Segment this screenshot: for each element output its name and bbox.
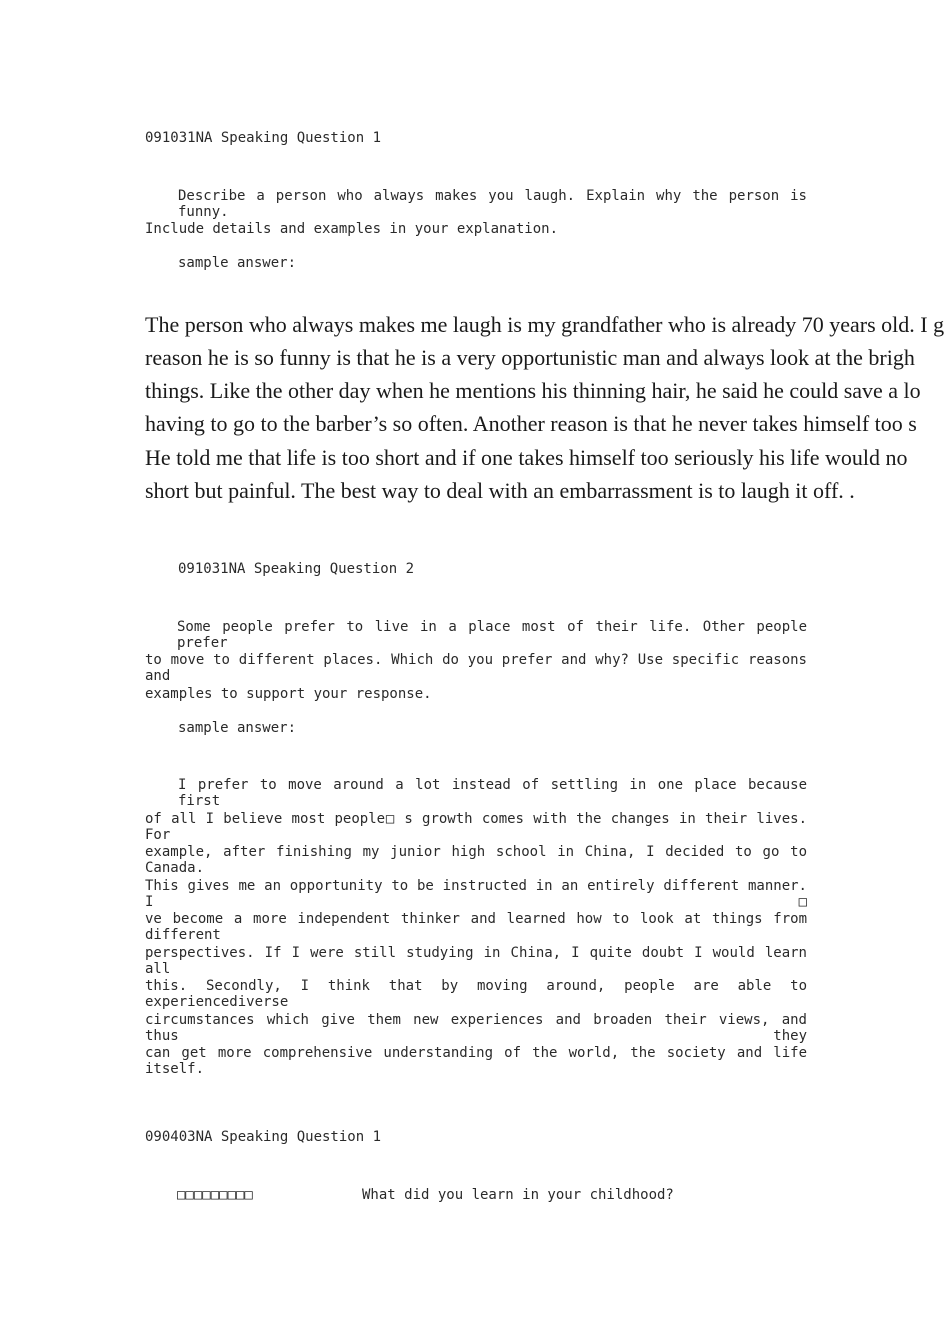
q1-answer-line: He told me that life is too short and if one takes himself too seriously his life would no [145,445,908,470]
q2-prompt-line-1: Some people prefer to live in a place most of their life. Other people prefer [177,619,807,651]
q1-answer-line: The person who always makes me laugh is my grandfather who is already 70 years old. I g [145,312,945,337]
q1-answer-line: having to go to the barber’s so often. Another reason is that he never takes himself too s [145,411,917,436]
q3-prompt: What did you learn in your childhood? [362,1187,674,1203]
q3-prompt-placeholder-glyphs: □□□□□□□□□ [177,1187,253,1203]
q2-answer-line: example, after finishing my junior high school in China, I decided to go to Canada. [145,844,807,876]
q2-answer-line: this. Secondly, I think that by moving around, people are able to experiencediverse [145,978,807,1010]
q2-answer-line: This gives me an opportunity to be instructed in an entirely different manner. I□ [145,878,807,910]
q2-prompt-line-2: to move to different places. Which do you prefer and why? Use specific reasons and [145,652,807,684]
q2-answer-line: circumstances which give them new experiences and broaden their views, and thus they [145,1012,807,1044]
q1-heading: 091031NA Speaking Question 1 [145,130,382,146]
q1-answer-line: short but painful. The best way to deal with an embarrassment is to laugh it off. . [145,478,855,503]
q1-prompt-line-2: Include details and examples in your explanation. [145,221,559,237]
q2-answer-line: can get more comprehensive understanding of the world, the society and life itself. [145,1045,807,1077]
q1-sample-label: sample answer: [178,255,297,271]
q2-heading: 091031NA Speaking Question 2 [178,561,415,577]
q1-prompt-line-1: Describe a person who always makes you laugh. Explain why the person is funny. [178,188,807,220]
q2-answer-line: I prefer to move around a lot instead of settling in one place because first [178,777,807,809]
q3-heading: 090403NA Speaking Question 1 [145,1129,382,1145]
q1-answer-line: reason he is so funny is that he is a very opportunistic man and always look at the brigh [145,345,915,370]
q2-answer-line: ve become a more independent thinker and learned how to look at things from different [145,911,807,943]
q1-answer-line: things. Like the other day when he mentions his thinning hair, he said he could save a lo [145,378,921,403]
q2-answer-line: perspectives. If I were still studying in China, I quite doubt I would learn all [145,945,807,977]
q2-sample-label: sample answer: [178,720,297,736]
q2-answer-line: of all I believe most people□ s growth comes with the changes in their lives. For [145,811,807,843]
q2-prompt-line-3: examples to support your response. [145,686,432,702]
q1-answer-image [0,300,950,520]
